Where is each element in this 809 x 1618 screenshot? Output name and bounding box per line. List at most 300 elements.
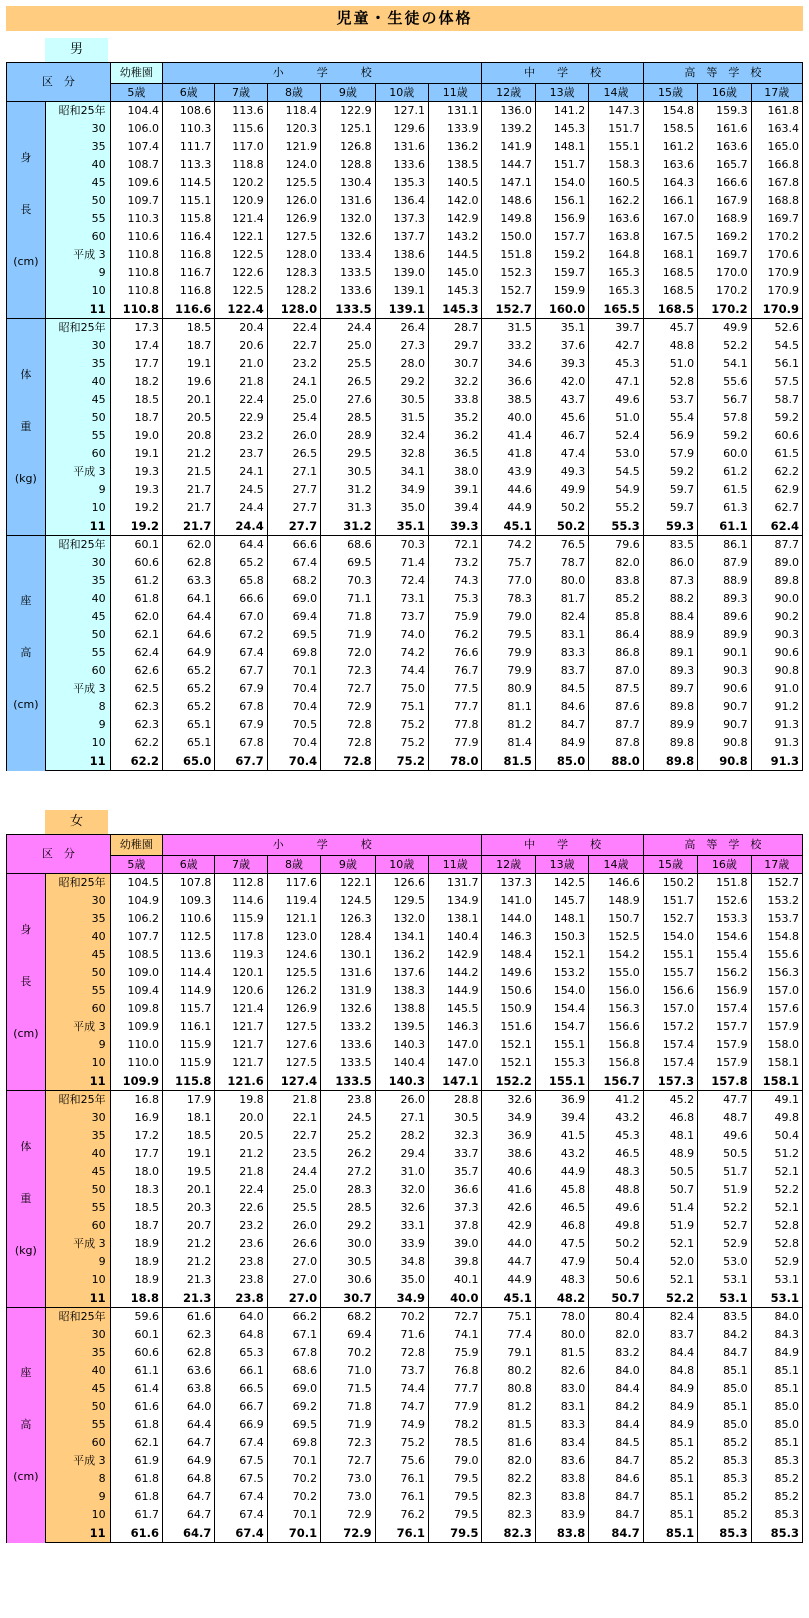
table-cell: 124.5 (321, 892, 375, 910)
table-cell: 90.8 (698, 752, 751, 771)
table-cell: 24.4 (215, 499, 267, 517)
table-cell: 64.9 (163, 1452, 215, 1470)
table-cell: 48.7 (698, 1109, 751, 1127)
category-char: (kg) (14, 472, 37, 485)
table-cell: 44.6 (482, 481, 535, 499)
elementary-header: 小 学 校 (163, 63, 482, 84)
table-cell: 90.8 (698, 734, 751, 752)
table-row (7, 1036, 803, 1054)
table-cell: 85.0 (535, 752, 588, 771)
table-row (7, 210, 803, 228)
year-label: 10 (45, 282, 110, 300)
table-cell: 37.3 (429, 1199, 482, 1217)
table-cell: 67.1 (267, 1326, 320, 1344)
table-cell: 118.8 (215, 156, 267, 174)
table-cell: 33.1 (375, 1217, 428, 1235)
table-cell: 17.9 (163, 1091, 215, 1110)
table-cell: 50.5 (698, 1145, 751, 1163)
table-cell: 89.0 (751, 554, 802, 572)
table-cell: 106.2 (110, 910, 162, 928)
table-cell: 22.6 (215, 1199, 267, 1217)
table-cell: 160.5 (589, 174, 643, 192)
table-cell: 116.4 (163, 228, 215, 246)
table-cell: 50.4 (751, 1127, 802, 1145)
table-cell: 57.8 (698, 409, 751, 427)
table-cell: 72.7 (429, 1308, 482, 1327)
table-cell: 21.5 (163, 463, 215, 481)
table-row (7, 1145, 803, 1163)
table-cell: 77.4 (482, 1326, 535, 1344)
year-label: 9 (45, 481, 110, 499)
table-cell: 156.9 (698, 982, 751, 1000)
table-cell: 71.5 (321, 1380, 375, 1398)
category-label (7, 874, 46, 1091)
table-cell: 82.3 (482, 1506, 535, 1524)
table-cell: 69.0 (267, 590, 320, 608)
table-cell: 72.3 (321, 662, 375, 680)
table-cell: 18.7 (163, 337, 215, 355)
table-cell: 157.4 (643, 1054, 697, 1072)
table-cell: 20.4 (215, 319, 267, 338)
category-char: (kg) (14, 1244, 37, 1257)
table-cell: 154.8 (643, 102, 697, 121)
table-cell: 116.8 (163, 246, 215, 264)
table-cell: 52.2 (698, 1199, 751, 1217)
table-cell: 140.3 (375, 1072, 428, 1091)
table-cell: 17.2 (110, 1127, 162, 1145)
table-cell: 24.1 (267, 373, 320, 391)
junior-high-header: 中 学 校 (482, 835, 643, 856)
table-cell: 18.5 (110, 1199, 162, 1217)
table-cell: 40.0 (482, 409, 535, 427)
table-cell: 161.8 (751, 102, 802, 121)
table-row (7, 1000, 803, 1018)
table-cell: 108.6 (163, 102, 215, 121)
table-cell: 110.6 (110, 228, 162, 246)
table-cell: 110.3 (110, 210, 162, 228)
table-cell: 61.3 (698, 499, 751, 517)
table-cell: 131.6 (321, 192, 375, 210)
table-cell: 29.7 (429, 337, 482, 355)
table-cell: 17.3 (110, 319, 162, 338)
table-row (7, 156, 803, 174)
table-cell: 145.3 (429, 300, 482, 319)
table-cell: 18.9 (110, 1235, 162, 1253)
table-cell: 52.6 (751, 319, 802, 338)
category-char: 身 (20, 923, 32, 936)
table-cell: 85.0 (698, 1416, 751, 1434)
category-label (7, 319, 46, 536)
table-cell: 70.3 (375, 536, 428, 555)
year-label: 45 (45, 608, 110, 626)
table-cell: 68.6 (321, 536, 375, 555)
table-cell: 153.2 (751, 892, 802, 910)
table-cell: 31.2 (321, 481, 375, 499)
table-cell: 164.8 (589, 246, 643, 264)
year-label: 11 (45, 1072, 110, 1091)
table-cell: 110.6 (163, 910, 215, 928)
table-cell: 129.6 (375, 120, 428, 138)
table-cell: 21.7 (163, 499, 215, 517)
table-cell: 170.6 (751, 246, 802, 264)
table-cell: 87.3 (643, 572, 697, 590)
table-cell: 16.8 (110, 1091, 162, 1110)
table-cell: 133.6 (375, 156, 428, 174)
table-cell: 65.2 (163, 680, 215, 698)
table-cell: 62.0 (110, 608, 162, 626)
table-cell: 72.7 (321, 680, 375, 698)
table-cell: 55.4 (643, 409, 697, 427)
table-cell: 77.0 (482, 572, 535, 590)
table-cell: 84.7 (589, 1452, 643, 1470)
table-cell: 133.2 (321, 1018, 375, 1036)
table-cell: 52.4 (589, 427, 643, 445)
table-cell: 156.8 (589, 1054, 643, 1072)
table-cell: 28.9 (321, 427, 375, 445)
table-cell: 127.5 (267, 1018, 320, 1036)
table-cell: 133.6 (321, 1036, 375, 1054)
table-cell: 85.8 (589, 608, 643, 626)
table-cell: 85.1 (751, 1434, 802, 1452)
table-cell: 132.6 (321, 1000, 375, 1018)
table-cell: 85.2 (698, 1506, 751, 1524)
table-cell: 114.5 (163, 174, 215, 192)
table-row (7, 626, 803, 644)
table-cell: 170.2 (698, 282, 751, 300)
table-cell: 83.8 (535, 1488, 588, 1506)
table-cell: 73.1 (375, 590, 428, 608)
table-cell: 71.1 (321, 590, 375, 608)
table-cell: 157.9 (698, 1036, 751, 1054)
table-cell: 157.2 (643, 1018, 697, 1036)
table-cell: 140.4 (429, 928, 482, 946)
table-cell: 84.5 (535, 680, 588, 698)
table-cell: 132.6 (321, 228, 375, 246)
table-cell: 136.0 (482, 102, 535, 121)
table-cell: 28.3 (321, 1181, 375, 1199)
table-cell: 27.3 (375, 337, 428, 355)
table-cell: 29.4 (375, 1145, 428, 1163)
table-cell: 52.2 (643, 1289, 697, 1308)
table-cell: 19.5 (163, 1163, 215, 1181)
year-label: 60 (45, 228, 110, 246)
table-cell: 167.9 (698, 192, 751, 210)
table-cell: 85.1 (698, 1398, 751, 1416)
table-cell: 127.1 (375, 102, 428, 121)
table-cell: 63.8 (163, 1380, 215, 1398)
age-header: 7歳 (215, 84, 267, 102)
table-cell: 17.7 (110, 1145, 162, 1163)
table-row (7, 1470, 803, 1488)
table-cell: 89.9 (698, 626, 751, 644)
table-cell: 83.1 (535, 626, 588, 644)
table-row (7, 1416, 803, 1434)
table-row (7, 1181, 803, 1199)
table-cell: 90.3 (751, 626, 802, 644)
table-cell: 84.9 (643, 1380, 697, 1398)
table-cell: 69.5 (267, 1416, 320, 1434)
table-cell: 25.4 (267, 409, 320, 427)
table-cell: 77.9 (429, 734, 482, 752)
table-cell: 61.9 (110, 1452, 162, 1470)
table-row (7, 337, 803, 355)
table-cell: 115.8 (163, 210, 215, 228)
table-cell: 49.3 (535, 463, 588, 481)
table-row (7, 698, 803, 716)
table-cell: 91.0 (751, 680, 802, 698)
table-cell: 26.0 (375, 1091, 428, 1110)
table-cell: 77.9 (429, 1398, 482, 1416)
year-label: 35 (45, 355, 110, 373)
table-cell: 55.2 (589, 499, 643, 517)
table-cell: 16.9 (110, 1109, 162, 1127)
table-cell: 20.1 (163, 1181, 215, 1199)
table-cell: 157.8 (698, 1072, 751, 1091)
table-cell: 85.2 (751, 1488, 802, 1506)
table-cell: 73.2 (429, 554, 482, 572)
table-cell: 89.6 (698, 608, 751, 626)
table-cell: 133.5 (321, 300, 375, 319)
table-cell: 127.5 (267, 228, 320, 246)
table-cell: 71.8 (321, 608, 375, 626)
table-cell: 108.7 (110, 156, 162, 174)
table-cell: 126.3 (321, 910, 375, 928)
table-cell: 166.8 (751, 156, 802, 174)
table-cell: 75.2 (375, 716, 428, 734)
table-cell: 17.4 (110, 337, 162, 355)
table-cell: 40.1 (429, 1271, 482, 1289)
table-cell: 168.8 (751, 192, 802, 210)
table-cell: 59.7 (643, 481, 697, 499)
table-cell: 148.1 (535, 138, 588, 156)
table-cell: 85.2 (698, 1434, 751, 1452)
table-cell: 49.9 (535, 481, 588, 499)
table-cell: 46.5 (589, 1145, 643, 1163)
table-cell: 155.1 (589, 138, 643, 156)
table-cell: 66.6 (267, 536, 320, 555)
category-char: 高 (20, 1418, 32, 1432)
table-cell: 158.5 (643, 120, 697, 138)
table-cell: 161.2 (643, 138, 697, 156)
year-label: 35 (45, 138, 110, 156)
table-cell: 66.1 (215, 1362, 267, 1380)
age-header: 14歳 (589, 856, 643, 874)
table-cell: 144.5 (429, 246, 482, 264)
table-cell: 70.1 (267, 1524, 320, 1543)
table-cell: 85.0 (751, 1398, 802, 1416)
year-label: 昭和25年 (45, 536, 110, 555)
table-cell: 79.1 (482, 1344, 535, 1362)
table-cell: 67.5 (215, 1452, 267, 1470)
table-cell: 61.4 (110, 1380, 162, 1398)
table-cell: 108.5 (110, 946, 162, 964)
table-cell: 169.2 (698, 228, 751, 246)
table-cell: 23.2 (267, 355, 320, 373)
table-cell: 53.1 (751, 1289, 802, 1308)
kindergarten-header: 幼稚園 (110, 835, 162, 856)
table-row (7, 1163, 803, 1181)
table-cell: 45.6 (535, 409, 588, 427)
table-cell: 150.3 (535, 928, 588, 946)
table-cell: 69.8 (267, 644, 320, 662)
table-cell: 61.5 (698, 481, 751, 499)
table-cell: 52.1 (751, 1199, 802, 1217)
table-row (7, 1344, 803, 1362)
table-cell: 19.6 (163, 373, 215, 391)
table-cell: 156.6 (643, 982, 697, 1000)
table-cell: 54.5 (751, 337, 802, 355)
table-cell: 110.3 (163, 120, 215, 138)
table-cell: 19.1 (163, 355, 215, 373)
table-cell: 75.1 (482, 1308, 535, 1327)
table-cell: 109.7 (110, 192, 162, 210)
table-cell: 137.3 (482, 874, 535, 893)
table-row (7, 1054, 803, 1072)
table-cell: 126.0 (267, 192, 320, 210)
table-row (7, 1326, 803, 1344)
table-cell: 122.5 (215, 246, 267, 264)
table-cell: 34.6 (482, 355, 535, 373)
table-cell: 62.1 (110, 1434, 162, 1452)
table-cell: 58.7 (751, 391, 802, 409)
table-cell: 60.6 (110, 1344, 162, 1362)
table-cell: 151.7 (535, 156, 588, 174)
table-cell: 72.9 (321, 1524, 375, 1543)
age-header: 14歳 (589, 84, 643, 102)
table-cell: 76.2 (429, 626, 482, 644)
table-cell: 72.8 (375, 1344, 428, 1362)
table-cell: 155.4 (698, 946, 751, 964)
table-cell: 79.5 (429, 1488, 482, 1506)
table-cell: 81.6 (482, 1434, 535, 1452)
table-cell: 20.8 (163, 427, 215, 445)
table-cell: 85.1 (643, 1488, 697, 1506)
table-cell: 119.4 (267, 892, 320, 910)
table-cell: 89.3 (643, 662, 697, 680)
table-cell: 85.2 (589, 590, 643, 608)
table-cell: 126.9 (267, 210, 320, 228)
table-cell: 152.1 (535, 946, 588, 964)
table-cell: 25.5 (267, 1199, 320, 1217)
table-cell: 109.4 (110, 982, 162, 1000)
table-cell: 36.5 (429, 445, 482, 463)
table-cell: 115.9 (163, 1036, 215, 1054)
table-cell: 64.9 (163, 644, 215, 662)
table-cell: 31.3 (321, 499, 375, 517)
table-cell: 23.8 (215, 1253, 267, 1271)
table-cell: 72.0 (321, 644, 375, 662)
table-cell: 165.3 (589, 264, 643, 282)
table-cell: 158.1 (751, 1054, 802, 1072)
table-cell: 90.7 (698, 698, 751, 716)
table-cell: 116.8 (163, 282, 215, 300)
age-header: 8歳 (267, 84, 320, 102)
table-cell: 155.3 (535, 1054, 588, 1072)
table-cell: 84.2 (698, 1326, 751, 1344)
table-cell: 74.1 (429, 1326, 482, 1344)
table-cell: 85.2 (698, 1488, 751, 1506)
table-row (7, 1488, 803, 1506)
table-cell: 54.5 (589, 463, 643, 481)
table-cell: 159.3 (698, 102, 751, 121)
table-cell: 67.8 (215, 698, 267, 716)
table-cell: 91.2 (751, 698, 802, 716)
table-cell: 70.1 (267, 662, 320, 680)
year-label: 10 (45, 1506, 110, 1524)
table-row (7, 1271, 803, 1289)
year-label: 昭和25年 (45, 102, 110, 121)
table-cell: 170.9 (751, 300, 802, 319)
table-cell: 146.6 (589, 874, 643, 893)
year-label: 9 (45, 264, 110, 282)
table-cell: 85.1 (698, 1362, 751, 1380)
table-cell: 147.0 (429, 1036, 482, 1054)
table-row (7, 264, 803, 282)
table-cell: 82.4 (643, 1308, 697, 1327)
table-cell: 83.8 (535, 1470, 588, 1488)
table-cell: 84.7 (589, 1506, 643, 1524)
table-cell: 150.7 (589, 910, 643, 928)
table-cell: 115.6 (215, 120, 267, 138)
table-cell: 47.5 (535, 1235, 588, 1253)
table-cell: 112.5 (163, 928, 215, 946)
year-label: 55 (45, 427, 110, 445)
table-cell: 152.7 (482, 282, 535, 300)
table-cell: 78.0 (429, 752, 482, 771)
age-header: 5歳 (110, 856, 162, 874)
table-cell: 85.1 (643, 1524, 697, 1543)
table-row (7, 964, 803, 982)
table-cell: 152.2 (482, 1072, 535, 1091)
table-row (7, 391, 803, 409)
table-row (7, 1362, 803, 1380)
table-cell: 22.4 (215, 391, 267, 409)
table-cell: 74.9 (375, 1416, 428, 1434)
table-cell: 74.4 (375, 1380, 428, 1398)
table-cell: 70.2 (375, 1308, 428, 1327)
table-cell: 24.4 (267, 1163, 320, 1181)
table-cell: 21.0 (215, 355, 267, 373)
table-row (7, 517, 803, 536)
age-header: 12歳 (482, 84, 535, 102)
table-row (7, 1434, 803, 1452)
table-row (7, 192, 803, 210)
table-cell: 70.2 (267, 1470, 320, 1488)
table-cell: 134.1 (375, 928, 428, 946)
table-cell: 148.1 (535, 910, 588, 928)
table-cell: 50.6 (589, 1271, 643, 1289)
table-cell: 79.5 (429, 1506, 482, 1524)
table-cell: 159.7 (535, 264, 588, 282)
year-label: 55 (45, 1199, 110, 1217)
year-label: 9 (45, 1253, 110, 1271)
table-cell: 84.7 (535, 716, 588, 734)
table-cell: 69.0 (267, 1380, 320, 1398)
table-cell: 90.0 (751, 590, 802, 608)
table-cell: 25.2 (321, 1127, 375, 1145)
table-cell: 50.4 (589, 1253, 643, 1271)
table-cell: 76.1 (375, 1470, 428, 1488)
table-cell: 135.3 (375, 174, 428, 192)
table-cell: 72.8 (321, 716, 375, 734)
age-header: 13歳 (535, 84, 588, 102)
table-cell: 113.6 (163, 946, 215, 964)
table-cell: 23.8 (321, 1091, 375, 1110)
table-cell: 19.0 (110, 427, 162, 445)
table-cell: 160.0 (535, 300, 588, 319)
female-table (6, 834, 803, 1543)
table-cell: 154.7 (535, 1018, 588, 1036)
